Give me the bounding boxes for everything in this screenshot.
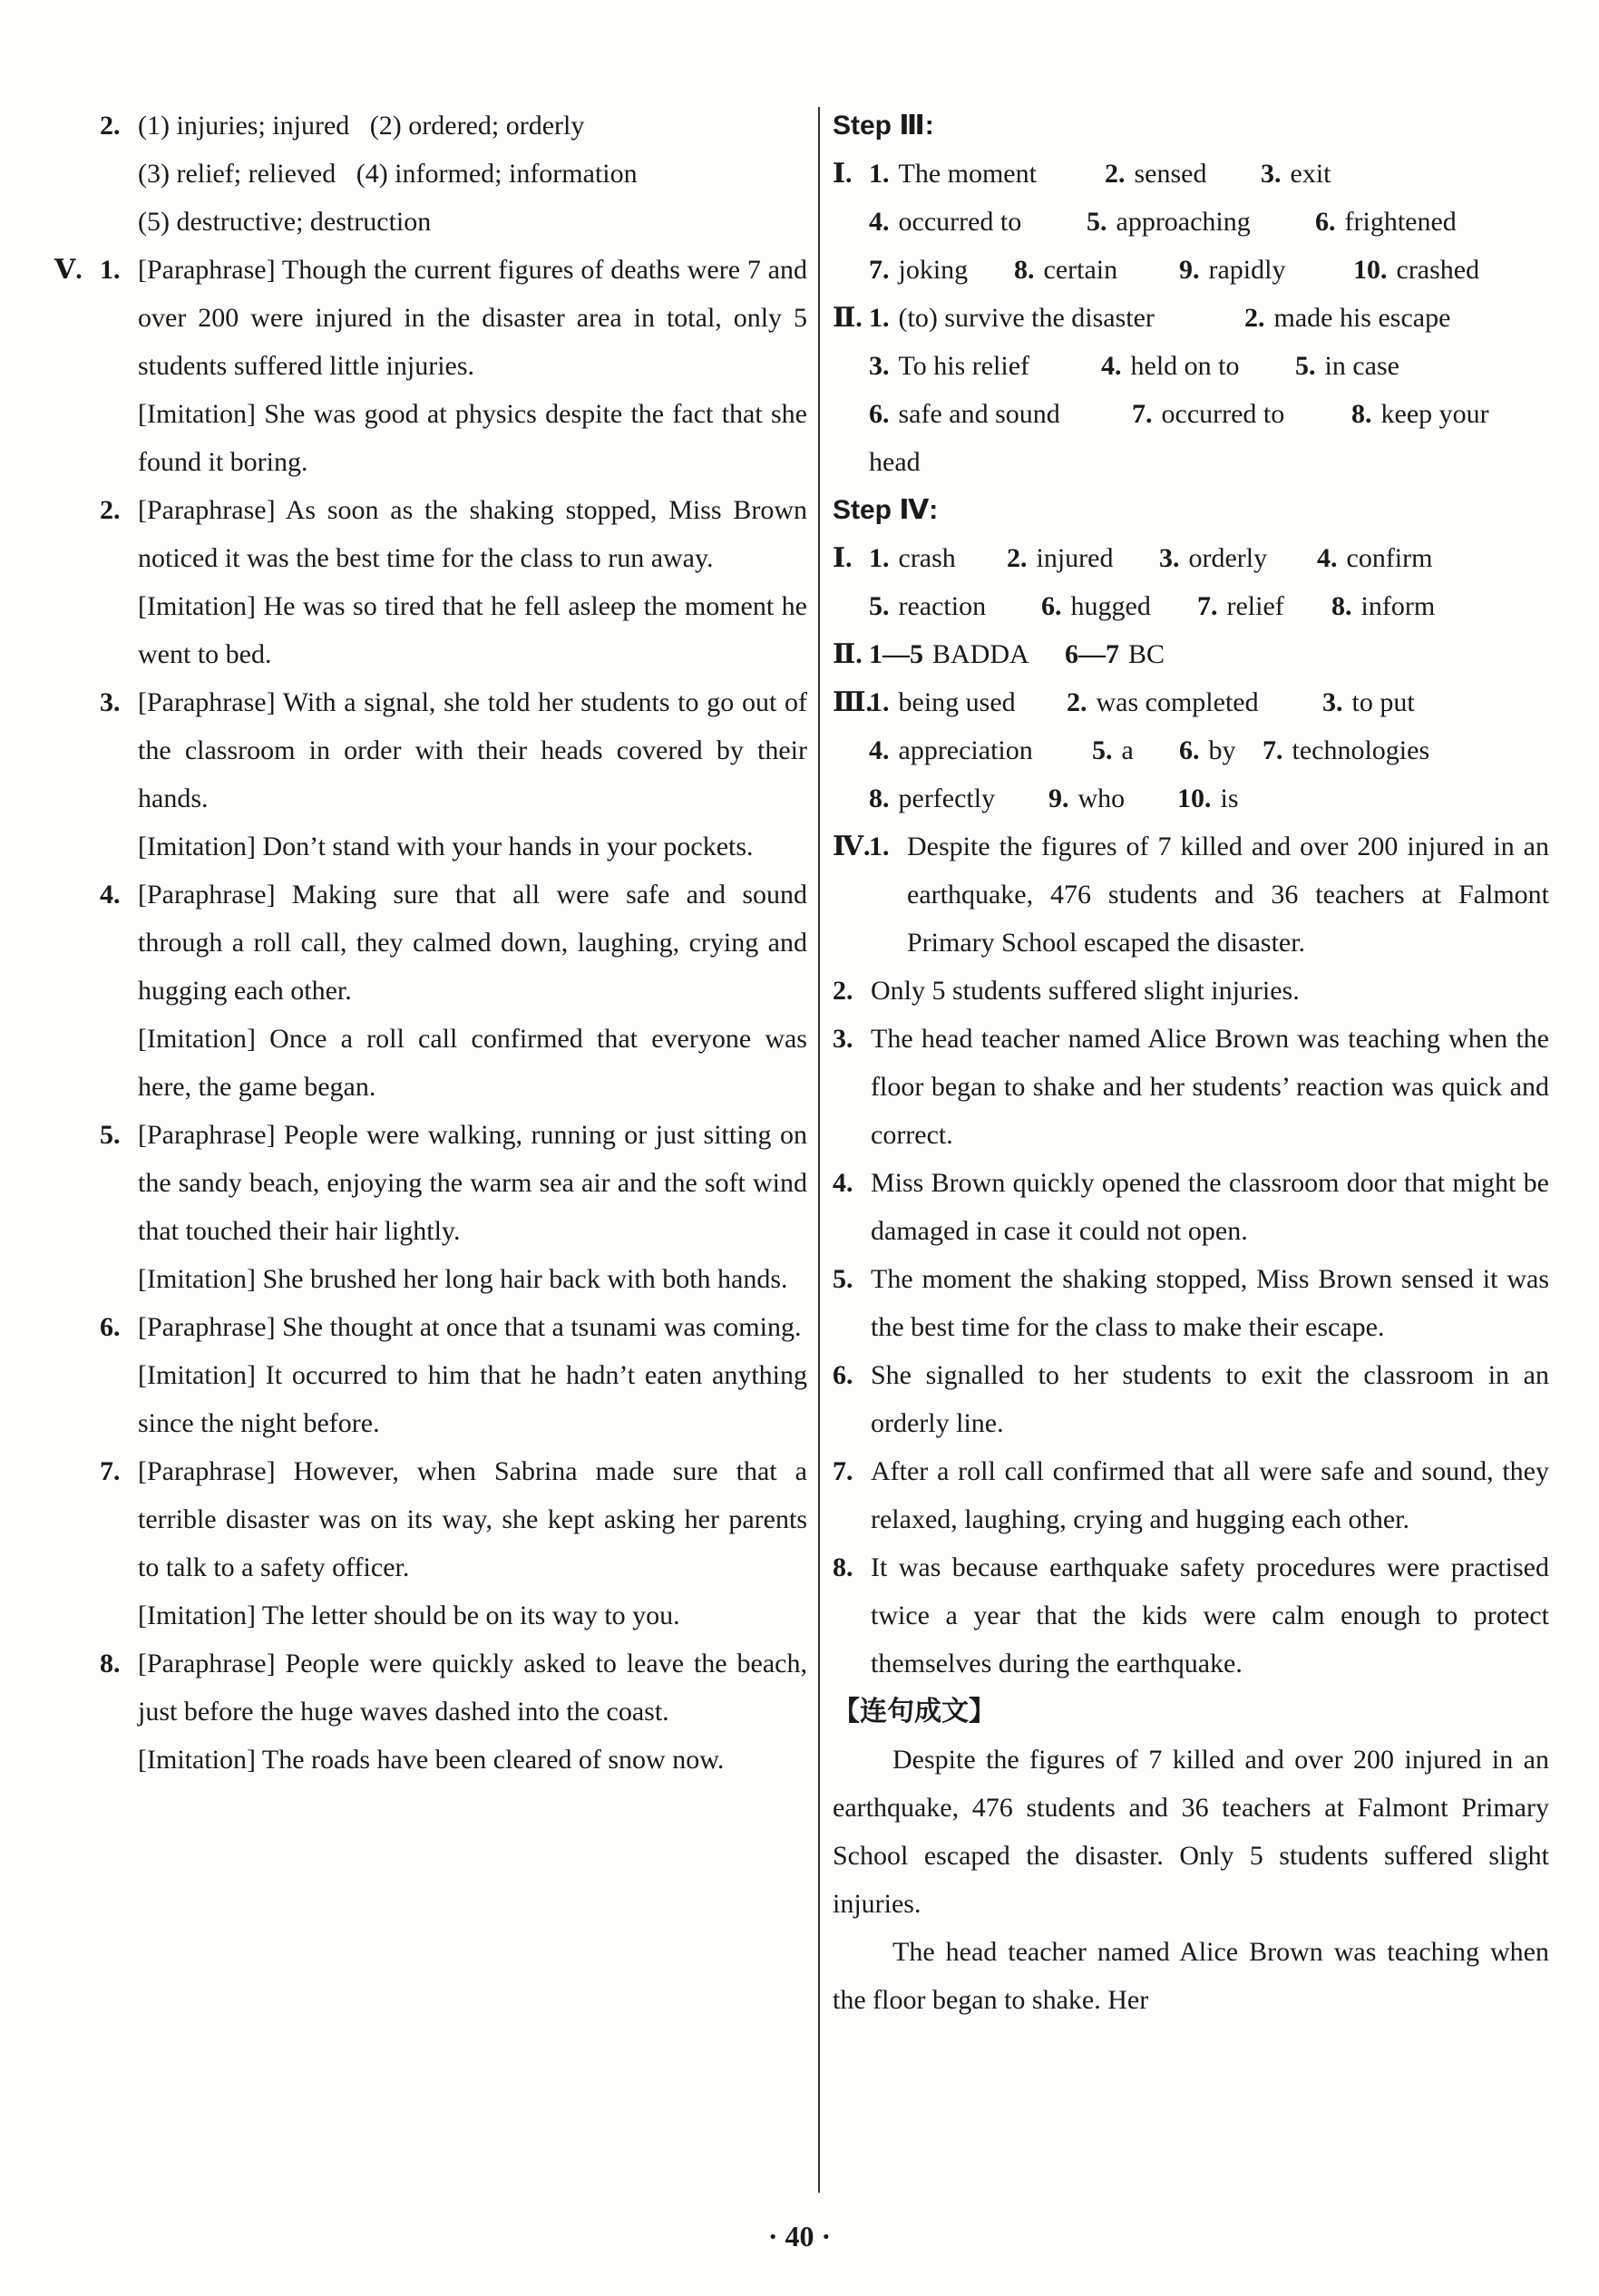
paraphrase-item	[100, 1639, 807, 1784]
answer-text: appreciation	[898, 735, 1033, 765]
answer-text: confirm	[1346, 543, 1433, 573]
answer-text: crash	[898, 543, 956, 573]
answer-text: perfectly	[898, 783, 996, 813]
answer	[869, 534, 956, 582]
composition-paragraph: The head teacher named Alice Brown was teaching when the floor began to shake. Her	[833, 1937, 1549, 2015]
answer-number: 2.	[1105, 159, 1126, 189]
composition-heading: 【连句成文】	[833, 1696, 996, 1727]
answer	[1087, 198, 1251, 246]
sentence-item	[833, 1159, 1549, 1255]
paraphrase-item	[100, 871, 807, 1111]
answer	[1179, 246, 1285, 294]
word-forms-line: (3) relief; relieved (4) informed; information	[138, 159, 638, 189]
answer-row	[869, 726, 1549, 774]
answer-text: keep your	[1380, 399, 1489, 429]
answer-number: 4.	[869, 207, 890, 237]
answer	[1331, 582, 1435, 630]
answer-number: 7.	[1132, 399, 1153, 429]
answer-row	[869, 534, 1549, 582]
paraphrase-item	[100, 246, 807, 486]
answer	[869, 390, 1060, 438]
answer-number: 6.	[869, 399, 890, 429]
answer-text: who	[1077, 783, 1126, 813]
answer	[1179, 726, 1236, 774]
item-number: 5.	[100, 1120, 121, 1150]
step4-part-3	[833, 678, 1549, 822]
answer-number: 7.	[1197, 591, 1218, 621]
sentence-text: The head teacher named Alice Brown was teaching when the floor began to shake and her students’ reaction was quick and correct.	[871, 1024, 1549, 1150]
answer-row	[869, 582, 1549, 630]
item-2-word-forms	[100, 102, 807, 246]
answer-text: sensed	[1134, 159, 1207, 189]
imitation-text: [Imitation] Once a roll call confirmed that everyone was here, the game began.	[138, 1024, 807, 1102]
answer-text: relief	[1226, 591, 1284, 621]
answer	[869, 630, 1029, 678]
answer-row	[869, 342, 1549, 390]
answer	[1067, 678, 1259, 726]
answer-row	[869, 630, 1549, 678]
answer-number: 5.	[1295, 351, 1316, 381]
answer-number: 1.	[869, 543, 890, 573]
answer-number: 2.	[1067, 687, 1087, 717]
answer-text: certain	[1043, 255, 1118, 285]
answer-number: 3.	[1261, 159, 1282, 189]
answer-number: 4.	[869, 735, 890, 765]
composition-paragraph: Despite the figures of 7 killed and over 200 injured in an earthquake, 476 students and 36 teachers at Falmont Primary School escaped the disaster. Only 5 students suffered slight injuries.	[833, 1745, 1549, 1919]
answer	[1261, 150, 1331, 198]
answer	[1197, 582, 1284, 630]
answer-text: occurred to	[898, 207, 1022, 237]
answer-text: rapidly	[1208, 255, 1286, 285]
answer	[869, 582, 986, 630]
step4-part-4	[833, 822, 1549, 967]
answer-row	[869, 198, 1549, 246]
answer	[1105, 150, 1206, 198]
roman-numeral: Ⅲ.	[833, 687, 873, 717]
item-number: 4.	[833, 1168, 853, 1198]
answer-number: 8.	[1351, 399, 1372, 429]
answer-row	[869, 390, 1549, 438]
answer	[1315, 198, 1457, 246]
left-column	[54, 102, 807, 1784]
item-number: 2.	[100, 111, 121, 141]
paraphrase-item	[100, 1303, 807, 1447]
answer-number: 6.	[1315, 207, 1336, 237]
answer-text: by	[1208, 735, 1236, 765]
roman-numeral: Ⅰ.	[833, 159, 853, 189]
paraphrase-item	[100, 1111, 807, 1303]
answer-text: BC	[1128, 639, 1165, 669]
answer-row	[869, 678, 1549, 726]
step3-part-2	[833, 294, 1549, 486]
imitation-text: [Imitation] He was so tired that he fell asleep the moment he went to bed.	[138, 591, 807, 669]
step3-part-1	[833, 150, 1549, 294]
step4-part-2	[833, 630, 1549, 678]
paraphrase-item	[100, 1447, 807, 1639]
step-4-title: Step Ⅳ:	[833, 495, 939, 525]
answer-text: a	[1121, 735, 1134, 765]
paraphrase-item	[100, 678, 807, 871]
answer	[1007, 534, 1113, 582]
answer	[869, 774, 995, 822]
answer	[869, 726, 1033, 774]
answer-number: 2.	[1007, 543, 1028, 573]
answer-text: made his escape	[1273, 303, 1451, 333]
section-v	[54, 246, 807, 486]
answer	[1263, 726, 1429, 774]
answer-text: approaching	[1116, 207, 1251, 237]
answer	[1132, 390, 1284, 438]
word-forms-line: (1) injuries; injured (2) ordered; orderly	[138, 111, 585, 141]
answer-text: injured	[1036, 543, 1114, 573]
imitation-text: [Imitation] She was good at physics despite the fact that she found it boring.	[138, 399, 807, 477]
roman-numeral: Ⅱ.	[833, 303, 863, 333]
answer-number: 6—7	[1065, 639, 1119, 669]
paraphrase-text: [Paraphrase] People were walking, running or just sitting on the sandy beach, enjoying the warm sea air and the soft wind that touched their hair lightly.	[138, 1120, 807, 1246]
item-number: 3.	[100, 687, 121, 717]
sentence-text: Miss Brown quickly opened the classroom door that might be damaged in case it could not open.	[871, 1168, 1549, 1246]
sentence-item	[833, 1255, 1549, 1351]
answer-number: 3.	[1159, 543, 1180, 573]
answer-number: 1—5	[869, 639, 923, 669]
sentence-item	[833, 1015, 1549, 1159]
answer-number: 10.	[1353, 255, 1388, 285]
answer	[869, 150, 1037, 198]
answer	[1159, 534, 1267, 582]
answer-text: is	[1220, 783, 1239, 813]
item-number: 2.	[833, 976, 853, 1006]
sentence-item	[833, 967, 1549, 1015]
section-v-roman: Ⅴ.	[54, 255, 83, 285]
paraphrase-text: [Paraphrase] Though the current figures of deaths were 7 and over 200 were injured in the disaster area in total, only 5 students suffered little injuries.	[138, 255, 807, 381]
paraphrase-text: [Paraphrase] People were quickly asked to leave the beach, just before the huge waves dashed into the coast.	[138, 1649, 807, 1727]
answer-text: reaction	[898, 591, 987, 621]
answer-number: 8.	[1014, 255, 1035, 285]
answer	[1101, 342, 1240, 390]
word-forms-line: (5) destructive; destruction	[138, 207, 432, 237]
item-number: 6.	[833, 1360, 853, 1390]
answer	[1041, 582, 1151, 630]
paraphrase-text: [Paraphrase] With a signal, she told her students to go out of the classroom in order with their heads covered by their hands.	[138, 687, 807, 813]
answer-text: was completed	[1096, 687, 1259, 717]
answer-text: occurred to	[1161, 399, 1285, 429]
roman-numeral: Ⅰ.	[833, 543, 853, 573]
item-number: 5.	[833, 1264, 853, 1294]
sentence-item	[833, 1351, 1549, 1447]
paraphrase-text: [Paraphrase] As soon as the shaking stopped, Miss Brown noticed it was the best time for the class to run away.	[138, 495, 807, 573]
answer-number: 9.	[1048, 783, 1069, 813]
paraphrase-text: [Paraphrase] However, when Sabrina made sure that a terrible disaster was on its way, she kept asking her parents to talk to a safety officer.	[138, 1456, 807, 1582]
roman-numeral: Ⅳ.	[833, 832, 871, 861]
answer	[1317, 534, 1432, 582]
answer-text: orderly	[1188, 543, 1268, 573]
answer	[1177, 774, 1239, 822]
item-number: 8.	[833, 1552, 853, 1582]
answer-number: 2.	[1244, 303, 1265, 333]
right-column	[833, 102, 1549, 2024]
item-number: 3.	[833, 1024, 853, 1054]
answer-number: 9.	[1179, 255, 1200, 285]
answer-number: 10.	[1177, 783, 1212, 813]
sentence-text: Despite the figures of 7 killed and over 200 injured in an earthquake, 476 students and 36 teachers at Falmont Primary School escaped the disaster.	[907, 832, 1549, 958]
item-number: 1.	[100, 255, 121, 285]
answer	[1092, 726, 1134, 774]
item-number: 7.	[100, 1456, 121, 1486]
item-number: 2.	[100, 495, 121, 525]
imitation-text: [Imitation] It occurred to him that he hadn’t eaten anything since the night before.	[138, 1360, 807, 1438]
sentence-text: It was because earthquake safety procedures were practised twice a year that the kids were calm enough to protect themselves during the earthquake.	[871, 1552, 1549, 1678]
answer	[869, 198, 1021, 246]
answer-number: 4.	[1317, 543, 1338, 573]
imitation-text: [Imitation] The roads have been cleared of snow now.	[138, 1745, 725, 1775]
answer-text: BADDA	[932, 639, 1029, 669]
item-number: 6.	[100, 1312, 121, 1342]
answer-text: To his relief	[898, 351, 1030, 381]
paraphrase-text: [Paraphrase] Making sure that all were safe and sound through a roll call, they calmed down, laughing, crying and hugging each other.	[138, 880, 807, 1006]
answer	[1244, 294, 1450, 342]
answer-number: 3.	[869, 351, 890, 381]
item-number: 8.	[100, 1649, 121, 1678]
answer-text: The moment	[898, 159, 1037, 189]
imitation-text: [Imitation] The letter should be on its way to you.	[138, 1600, 680, 1630]
answer-number: 1.	[869, 159, 890, 189]
answer-continuation: head	[869, 447, 921, 477]
answer	[1295, 342, 1399, 390]
answer-number: 4.	[1101, 351, 1122, 381]
answer	[869, 678, 1016, 726]
answer-text: technologies	[1292, 735, 1430, 765]
answer-number: 6.	[1179, 735, 1200, 765]
imitation-text: [Imitation] Don’t stand with your hands in your pockets.	[138, 832, 754, 861]
answer	[1014, 246, 1117, 294]
answer-number: 8.	[1331, 591, 1352, 621]
sentence-text: Only 5 students suffered slight injuries.	[871, 976, 1300, 1006]
sentence-text: She signalled to her students to exit the classroom in an orderly line.	[871, 1360, 1549, 1438]
roman-numeral: Ⅱ.	[833, 639, 863, 669]
answer-row	[869, 294, 1549, 342]
answer-row	[869, 774, 1549, 822]
answer-text: being used	[898, 687, 1016, 717]
answer	[1353, 246, 1479, 294]
page-number: · 40 ·	[767, 2220, 832, 2252]
answer	[1048, 774, 1125, 822]
answer-text: joking	[898, 255, 969, 285]
answer	[1351, 390, 1489, 438]
answer	[1065, 630, 1165, 678]
item-number: 1.	[869, 832, 890, 861]
paraphrase-item	[100, 486, 807, 678]
answer-number: 8.	[869, 783, 890, 813]
answer-text: (to) survive the disaster	[898, 303, 1155, 333]
step4-part-1	[833, 534, 1549, 630]
sentence-item	[833, 1447, 1549, 1543]
answer-number: 5.	[1092, 735, 1113, 765]
answer-text: held on to	[1130, 351, 1240, 381]
answer-number: 1.	[869, 687, 890, 717]
answer	[1322, 678, 1415, 726]
column-divider	[818, 107, 820, 2193]
answer-text: in case	[1324, 351, 1399, 381]
answer-number: 7.	[1263, 735, 1283, 765]
sentence-item	[833, 1543, 1549, 1688]
answer-number: 7.	[869, 255, 890, 285]
answer-text: exit	[1290, 159, 1331, 189]
paraphrase-text: [Paraphrase] She thought at once that a tsunami was coming.	[138, 1312, 802, 1342]
answer-row	[869, 246, 1549, 294]
answer-text: to put	[1351, 687, 1415, 717]
answer-number: 5.	[869, 591, 890, 621]
answer-number: 1.	[869, 303, 890, 333]
item-number: 7.	[833, 1456, 853, 1486]
answer-row	[869, 150, 1549, 198]
sentence-text: After a roll call confirmed that all were safe and sound, they relaxed, laughing, crying and hugging each other.	[871, 1456, 1549, 1534]
step-3-title: Step Ⅲ:	[833, 111, 934, 141]
answer-number: 6.	[1041, 591, 1062, 621]
answer-text: hugged	[1070, 591, 1151, 621]
answer	[869, 294, 1155, 342]
answer-text: safe and sound	[898, 399, 1060, 429]
imitation-text: [Imitation] She brushed her long hair back with both hands.	[138, 1264, 788, 1294]
answer-number: 3.	[1322, 687, 1343, 717]
answer-text: crashed	[1396, 255, 1480, 285]
answer-text: inform	[1360, 591, 1436, 621]
answer-number: 5.	[1087, 207, 1107, 237]
item-number: 4.	[100, 880, 121, 910]
answer	[869, 246, 968, 294]
sentence-text: The moment the shaking stopped, Miss Brown sensed it was the best time for the class to make their escape.	[871, 1264, 1549, 1342]
answer-text: frightened	[1344, 207, 1457, 237]
answer	[869, 342, 1029, 390]
